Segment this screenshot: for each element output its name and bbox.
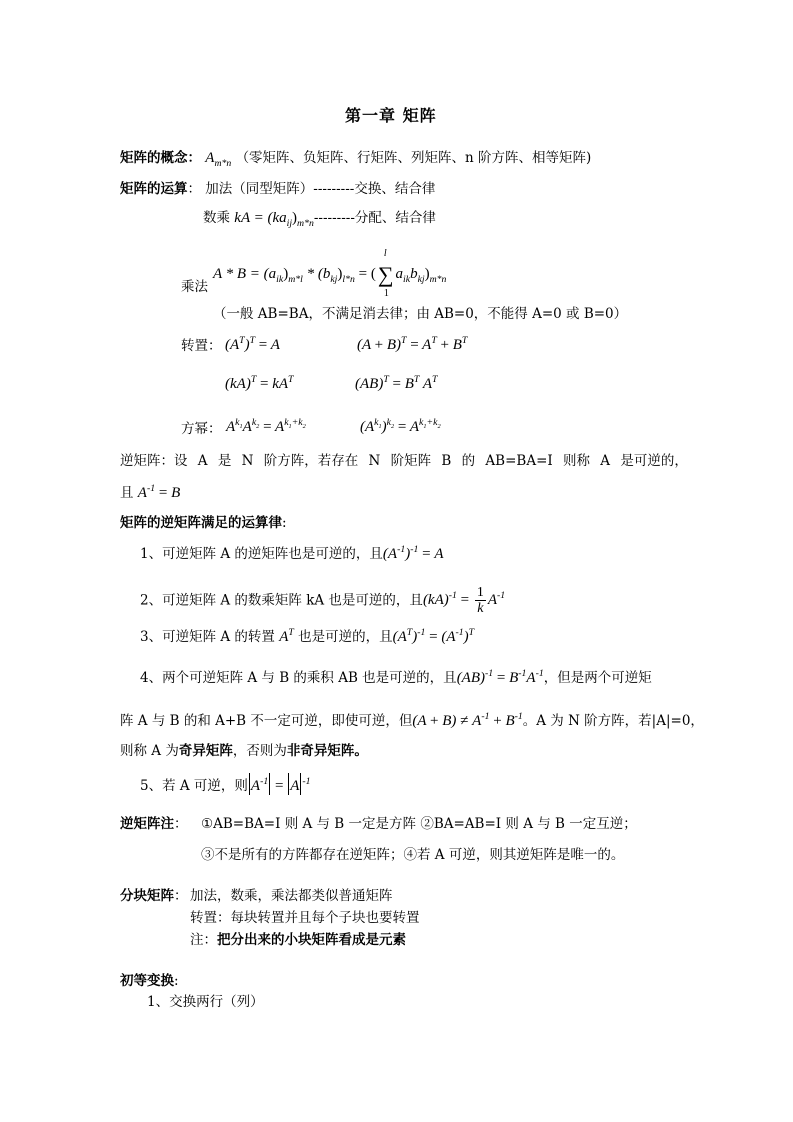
inverse-notes-line1: ①AB=BA=I 则 A 与 B 一定是方阵 ②BA=AB=I 则 A 与 B 一定互逆； xyxy=(201,816,637,832)
inverse-rule-3: 3、可逆矩阵 A 的转置 $A^T$ 也是可逆的，且$(A^T)^{-1} = (A^{-1})^T$ xyxy=(140,627,475,645)
transpose-rule-1: $(A^T)^T = A$ xyxy=(225,335,280,353)
concept-line xyxy=(120,149,591,167)
power-rule-1: $A^{k_1}A^{k_2} = A^{k_1+k_2}$ xyxy=(226,417,306,435)
concept-label: 矩阵的概念： xyxy=(120,150,201,166)
nonsingular-matrix-term: 非奇异矩阵 xyxy=(286,743,355,759)
transpose-rule-3: $(kA)^T = kA^T$ xyxy=(225,374,294,392)
concept-description: （零矩阵、负矩阵、行矩阵、列矩阵、n 阶方阵、相等矩阵) xyxy=(235,150,592,166)
sigma-icon: ∑ l 1 xyxy=(377,248,394,300)
transpose-label: 转置： xyxy=(181,338,222,354)
singular-matrix-term: 奇异矩阵 xyxy=(178,743,233,759)
chapter-title: 第一章 矩阵 xyxy=(345,106,437,125)
concept-symbol: $A_{m*n}$ xyxy=(205,150,232,169)
addition-rule: 加法（同型矩阵）---------交换、结合律 xyxy=(205,181,436,197)
transpose-rule-4: $(AB)^T = B^T$ $A^T$ xyxy=(355,374,438,392)
block-matrix-line1: 加法，数乘，乘法都类似普通矩阵 xyxy=(190,888,393,904)
scalar-formula: kA = $(ka_{ij})_{m*n}$ xyxy=(234,210,314,229)
inverse-rule-4-line2: 阵 A 与 B 的和 A+B 不一定可逆，即使可逆，但$(A + B) \ne A^{-1} + B^{-1}$。A 为 N 阶方阵，若|A|=0， xyxy=(120,711,704,729)
elementary-item-1: 1、交换两行（列） xyxy=(147,994,264,1010)
inverse-notes-line2: ③不是所有的方阵都存在逆矩阵；④若 A 可逆，则其逆矩阵是唯一的。 xyxy=(201,847,625,863)
mult-label: 乘法 xyxy=(181,279,208,295)
elementary-label: 初等变换: xyxy=(120,973,179,989)
inverse-rules-heading: 矩阵的逆矩阵满足的运算律: xyxy=(120,515,287,531)
inverse-definition: 逆矩阵：设 A 是 N 阶方阵，若存在 N 阶矩阵 B 的 AB=BA=I 则称 A 是可逆的， xyxy=(120,453,688,469)
block-matrix-line2: 转置：每块转置并且每个子块也要转置 xyxy=(190,910,420,926)
inverse-rule-2: 2、可逆矩阵 A 的数乘矩阵 kA 也是可逆的，且(kA)$^{-1}$ = $\frac{1}{k}$ $A^{-1}$ xyxy=(140,585,506,617)
inverse-rule-4-line3: 则称 A 为奇异矩阵，否则为非奇异矩阵。 xyxy=(120,743,368,759)
operations-line: 矩阵的运算： 加法（同型矩阵）---------交换、结合律 xyxy=(120,181,436,197)
power-label: 方幂： xyxy=(181,421,222,437)
inverse-rule-5: 5、若 A 可逆，则 $A^{-1} = A$ $^{-1}$ xyxy=(140,773,310,795)
inverse-notes-label: 逆矩阵注： xyxy=(120,816,188,832)
power-rule-2: $(A^{k_1})^{k_2} = A^{k_1+k_2}$ xyxy=(360,417,441,435)
block-matrix-label: 分块矩阵： xyxy=(120,888,188,904)
inverse-definition-2: 且 $A^{-1} = B$ xyxy=(120,483,181,501)
transpose-rule-2: $(A + B)^T = A^T + B^T$ xyxy=(357,335,468,353)
mult-formula: $A * B = (a_{ik})_{m*l} * (b_{kj})_{l*n}$ = (∑ l 1 $a_{ik}b_{kj})_{m*n}$ xyxy=(213,248,447,300)
inverse-rule-4: 4、两个可逆矩阵 A 与 B 的乘积 AB 也是可逆的，且$(AB)^{-1} = B^{-1}A^{-1}$，但是两个可逆矩 xyxy=(140,668,652,686)
inverse-rule-1: 1、可逆矩阵 A 的逆矩阵也是可逆的，且$(A^{-1})^{-1} = A$ xyxy=(140,544,444,562)
mult-note: （一般 AB=BA，不满足消去律；由 AB=0，不能得 A=0 或 B=0） xyxy=(213,306,628,322)
scalar-mult-line: 数乘 kA = $(ka_{ij})_{m*n}---------$分配、结合律 xyxy=(203,210,436,229)
block-matrix-line3: 注：把分出来的小块矩阵看成是元素 xyxy=(190,932,406,948)
operations-label: 矩阵的运算 xyxy=(120,181,188,197)
